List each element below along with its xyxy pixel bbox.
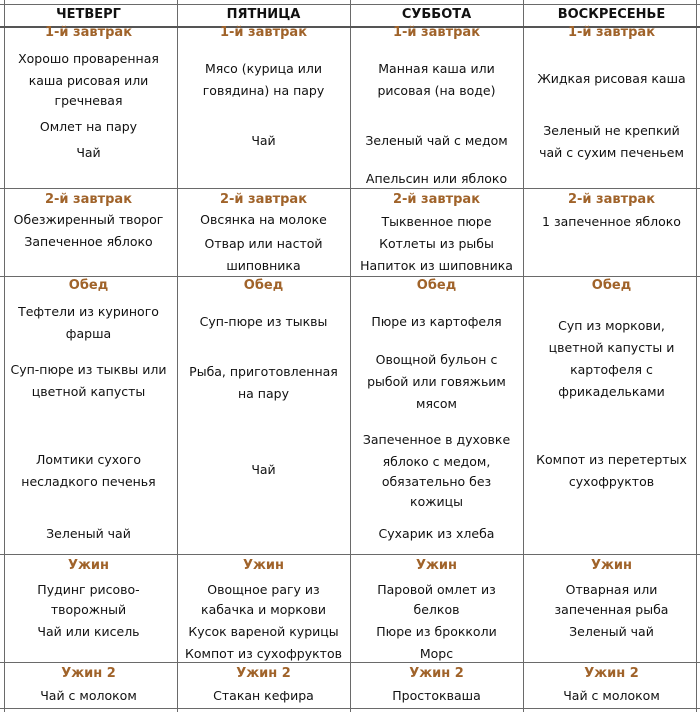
menu-item: каша рисовая или bbox=[28, 73, 149, 88]
menu-item: Апельсин или яблоко bbox=[365, 171, 508, 186]
menu-item: Чай с молоком bbox=[563, 688, 660, 703]
meal-label: Обед bbox=[591, 278, 632, 293]
menu-item: кожицы bbox=[410, 494, 463, 509]
meal-label: Обед bbox=[416, 278, 457, 293]
menu-item: Обезжиренный творог bbox=[13, 212, 164, 227]
menu-item: мясом bbox=[416, 396, 457, 411]
meal-label: 2-й завтрак bbox=[392, 192, 481, 207]
menu-item: Паровой омлет из bbox=[377, 582, 496, 597]
menu-item: Отварная или bbox=[565, 582, 658, 597]
meal-label: Ужин 2 bbox=[236, 666, 291, 681]
menu-item: Жидкая рисовая каша bbox=[537, 71, 686, 86]
meal-label: 1-й завтрак bbox=[44, 25, 133, 40]
meal-label: Обед bbox=[68, 278, 109, 293]
menu-item: рисовая (на воде) bbox=[377, 83, 496, 98]
meal-label: 2-й завтрак bbox=[219, 192, 308, 207]
menu-item: Ломтики сухого bbox=[35, 452, 142, 467]
menu-item: на пару bbox=[238, 386, 289, 401]
menu-item: Запеченное в духовке bbox=[362, 432, 511, 447]
meal-label: Ужин bbox=[590, 558, 633, 573]
menu-item: Омлет на пару bbox=[39, 119, 138, 134]
grid-vline bbox=[350, 0, 351, 712]
meal-label: 1-й завтрак bbox=[567, 25, 656, 40]
menu-item: Суп из моркови, bbox=[558, 318, 665, 333]
menu-item: сухофруктов bbox=[568, 474, 655, 489]
menu-item: запеченная рыба bbox=[554, 602, 669, 617]
menu-item: Зеленый чай bbox=[569, 624, 654, 639]
menu-item: Пюре из картофеля bbox=[371, 314, 502, 329]
meal-label: Ужин 2 bbox=[61, 666, 116, 681]
menu-item: творожный bbox=[50, 602, 127, 617]
day-header: ПЯТНИЦА bbox=[226, 7, 301, 22]
menu-item: Кусок вареной курицы bbox=[188, 624, 339, 639]
menu-item: Стакан кефира bbox=[213, 688, 314, 703]
grid-hline bbox=[0, 708, 700, 709]
menu-item: Отвар или настой bbox=[204, 236, 323, 251]
meal-label: Ужин bbox=[67, 558, 110, 573]
meal-label: Ужин 2 bbox=[584, 666, 639, 681]
menu-item: Чай bbox=[76, 145, 101, 160]
menu-item: картофеля с bbox=[570, 362, 653, 377]
menu-item: Компот из перетертых bbox=[536, 452, 687, 467]
menu-item: фрикадельками bbox=[558, 384, 665, 399]
day-header: СУББОТА bbox=[401, 7, 472, 22]
menu-item: Простокваша bbox=[392, 688, 481, 703]
menu-item: 1 запеченное яблоко bbox=[542, 214, 681, 229]
meal-label: 2-й завтрак bbox=[44, 192, 133, 207]
menu-item: яблоко с медом, bbox=[382, 454, 491, 469]
menu-item: чай с сухим печеньем bbox=[539, 145, 684, 160]
menu-item: Мясо (курица или bbox=[204, 61, 323, 76]
menu-item: Суп-пюре из тыквы или bbox=[10, 362, 167, 377]
menu-item: Котлеты из рыбы bbox=[379, 236, 494, 251]
menu-item: Чай или кисель bbox=[37, 624, 140, 639]
menu-item: Зеленый не крепкий bbox=[543, 123, 680, 138]
meal-label: 1-й завтрак bbox=[219, 25, 308, 40]
menu-item: говядина) на пару bbox=[202, 83, 325, 98]
menu-item: обязательно без bbox=[381, 474, 492, 489]
menu-item: Чай bbox=[251, 133, 276, 148]
menu-item: Овощной бульон с bbox=[375, 352, 498, 367]
menu-item: гречневая bbox=[54, 93, 123, 108]
grid-vline bbox=[177, 0, 178, 712]
menu-item: Морс bbox=[419, 646, 454, 661]
menu-item: Чай с молоком bbox=[40, 688, 137, 703]
menu-item: Овощное рагу из bbox=[207, 582, 320, 597]
menu-item: фарша bbox=[65, 326, 112, 341]
meal-label: 1-й завтрак bbox=[392, 25, 481, 40]
day-header: ВОСКРЕСЕНЬЕ bbox=[557, 7, 666, 22]
menu-item: Чай bbox=[251, 462, 276, 477]
menu-item: Сухарик из хлеба bbox=[378, 526, 495, 541]
menu-item: несладкого печенья bbox=[21, 474, 156, 489]
grid-vline bbox=[523, 0, 524, 712]
menu-item: Суп-пюре из тыквы bbox=[199, 314, 328, 329]
menu-item: цветной капусты bbox=[31, 384, 146, 399]
menu-item: кабачка и моркови bbox=[201, 602, 326, 617]
meal-label: Ужин 2 bbox=[409, 666, 464, 681]
menu-item: Рыба, приготовленная bbox=[189, 364, 338, 379]
day-header: ЧЕТВЕРГ bbox=[56, 7, 121, 22]
menu-item: цветной капусты и bbox=[548, 340, 675, 355]
menu-item: рыбой или говяжьим bbox=[367, 374, 506, 389]
menu-item: Хорошо проваренная bbox=[18, 51, 159, 66]
menu-item: Зеленый чай bbox=[46, 526, 131, 541]
menu-item: белков bbox=[413, 602, 460, 617]
menu-item: Пудинг рисово- bbox=[37, 582, 140, 597]
menu-item: Компот из сухофруктов bbox=[185, 646, 342, 661]
grid-vline bbox=[696, 0, 697, 712]
menu-item: Овсянка на молоке bbox=[200, 212, 327, 227]
meal-label: Обед bbox=[243, 278, 284, 293]
meal-label: Ужин bbox=[415, 558, 458, 573]
menu-item: шиповника bbox=[226, 258, 301, 273]
meal-label: 2-й завтрак bbox=[567, 192, 656, 207]
menu-item: Тыквенное пюре bbox=[381, 214, 492, 229]
menu-item: Тефтели из куриного bbox=[18, 304, 159, 319]
menu-item: Напиток из шиповника bbox=[360, 258, 513, 273]
meal-label: Ужин bbox=[242, 558, 285, 573]
menu-item: Пюре из брокколи bbox=[376, 624, 497, 639]
menu-item: Манная каша или bbox=[378, 61, 495, 76]
menu-item: Зеленый чай с медом bbox=[365, 133, 508, 148]
menu-item: Запеченное яблоко bbox=[24, 234, 153, 249]
